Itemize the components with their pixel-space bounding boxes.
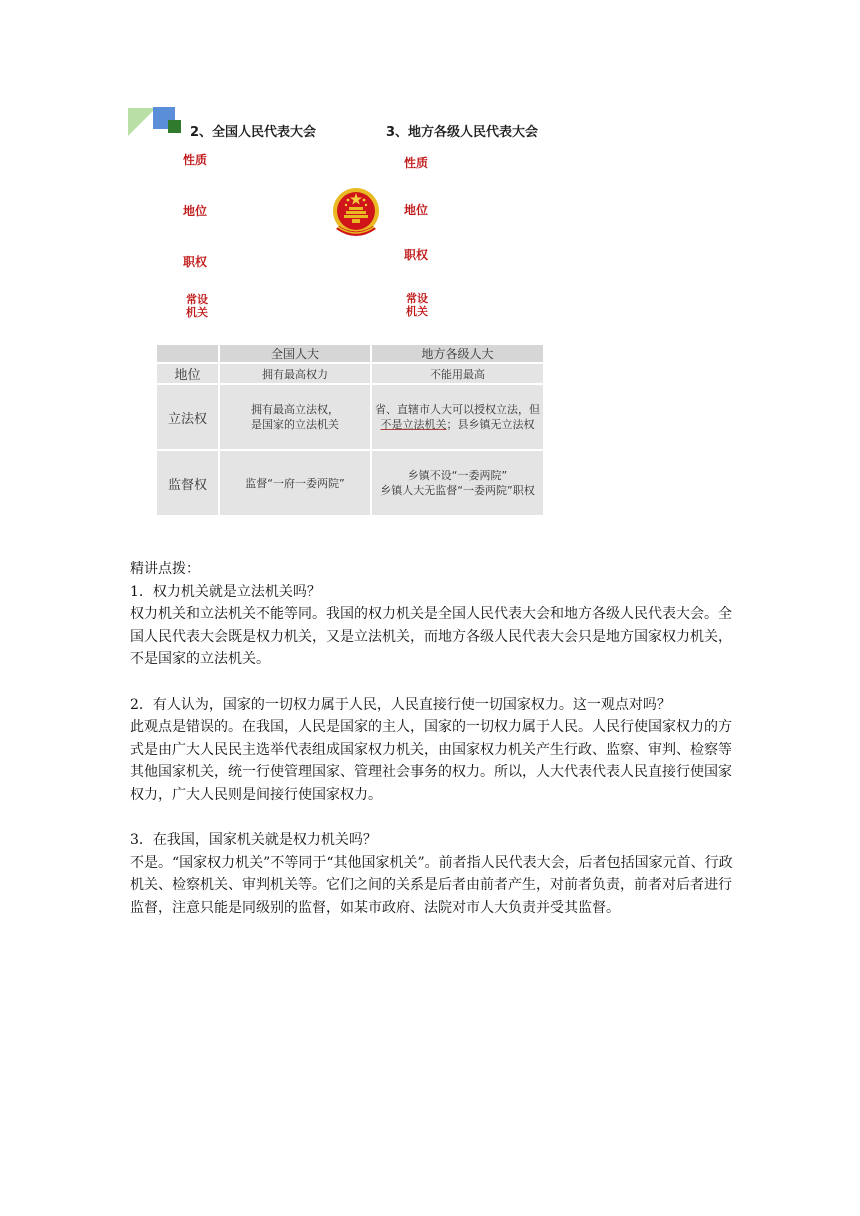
label-standing-organ-local: 常设 机关 [406, 292, 428, 318]
decor-triangle [128, 108, 156, 136]
cell-local-rest: ；县乡镇无立法权 [446, 418, 535, 431]
cell-local: 乡镇不设“一委两院” 乡镇人大无监督“一委两院”职权 [371, 450, 544, 516]
label-nature-local: 性质 [404, 156, 429, 170]
answer-1: 权力机关和立法机关不能等同。我国的权力机关是全国人民代表大会和地方各级人民代表大会。全国人民代表大会既是权力机关，又是立法机关，而地方各级人民代表大会只是地方国家权力机关，不是国家的立法机关。 [130, 606, 732, 668]
national-emblem-icon [330, 185, 382, 241]
notes-heading: 精讲点拨： [130, 561, 200, 577]
cell-local-line1: 省、直辖市人大可以授权立法，但 [375, 403, 540, 416]
answer-3: 不是。“国家权力机关”不等同于“其他国家机关”。前者指人民代表大会，后者包括国家元首、行政机关、检察机关、审判机关等。它们之间的关系是后者由前者产生，对前者负责，前者对后者进行监督，注意只能是同级别的监督，如某市政府、法院对市人大负责并受其监督。 [130, 854, 733, 916]
label-powers-local: 职权 [404, 248, 429, 262]
table-header-empty [156, 344, 219, 363]
table-header-local: 地方各级人大 [371, 344, 544, 363]
row-label: 地位 [156, 363, 219, 384]
cell-national: 拥有最高权力 [219, 363, 371, 384]
row-label: 立法权 [156, 384, 219, 450]
table-row [156, 363, 544, 384]
slide-title-local: 3、地方各级人民代表大会 [386, 125, 539, 140]
label-nature-national: 性质 [183, 153, 208, 167]
cell-local-underlined: 不是立法机关 [380, 418, 447, 431]
cell-local: 不能用最高 [371, 363, 544, 384]
comparison-table [155, 343, 545, 517]
slide-image [128, 103, 548, 328]
slide-title-national: 2、全国人民代表大会 [190, 125, 317, 140]
table-row [156, 384, 544, 450]
table-header-national: 全国人大 [219, 344, 371, 363]
table-row [156, 450, 544, 516]
notes-section [130, 558, 745, 920]
row-label: 监督权 [156, 450, 219, 516]
label-powers-national: 职权 [183, 255, 208, 269]
question-3: 3．在我国，国家机关就是权力机关吗？ [130, 832, 377, 849]
label-standing-organ-national: 常设 机关 [186, 293, 208, 319]
decor-square-green [168, 120, 181, 133]
paragraph-gap [130, 807, 745, 830]
question-2: 2．有人认为，国家的一切权力属于人民，人民直接行使一切国家权力。这一观点对吗？ [130, 696, 671, 713]
paragraph-gap [130, 671, 745, 694]
label-status-national: 地位 [183, 204, 208, 218]
cell-national: 监督“一府一委两院” [219, 450, 371, 516]
table-header-row [156, 344, 544, 363]
cell-local [371, 384, 544, 450]
question-1: 1．权力机关就是立法机关吗？ [130, 583, 321, 600]
answer-2: 此观点是错误的。在我国，人民是国家的主人，国家的一切权力属于人民。人民行使国家权力的方式是由广大人民民主选举代表组成国家权力机关，由国家权力机关产生行政、监察、审判、检察等其他国家机关，统一行使管理国家、管理社会事务的权力。所以，人大代表代表人民直接行使国家权力，广大人民则是间接行使国家权力。 [130, 719, 732, 803]
cell-national: 拥有最高立法权， 是国家的立法机关 [219, 384, 371, 450]
label-status-local: 地位 [404, 203, 429, 217]
